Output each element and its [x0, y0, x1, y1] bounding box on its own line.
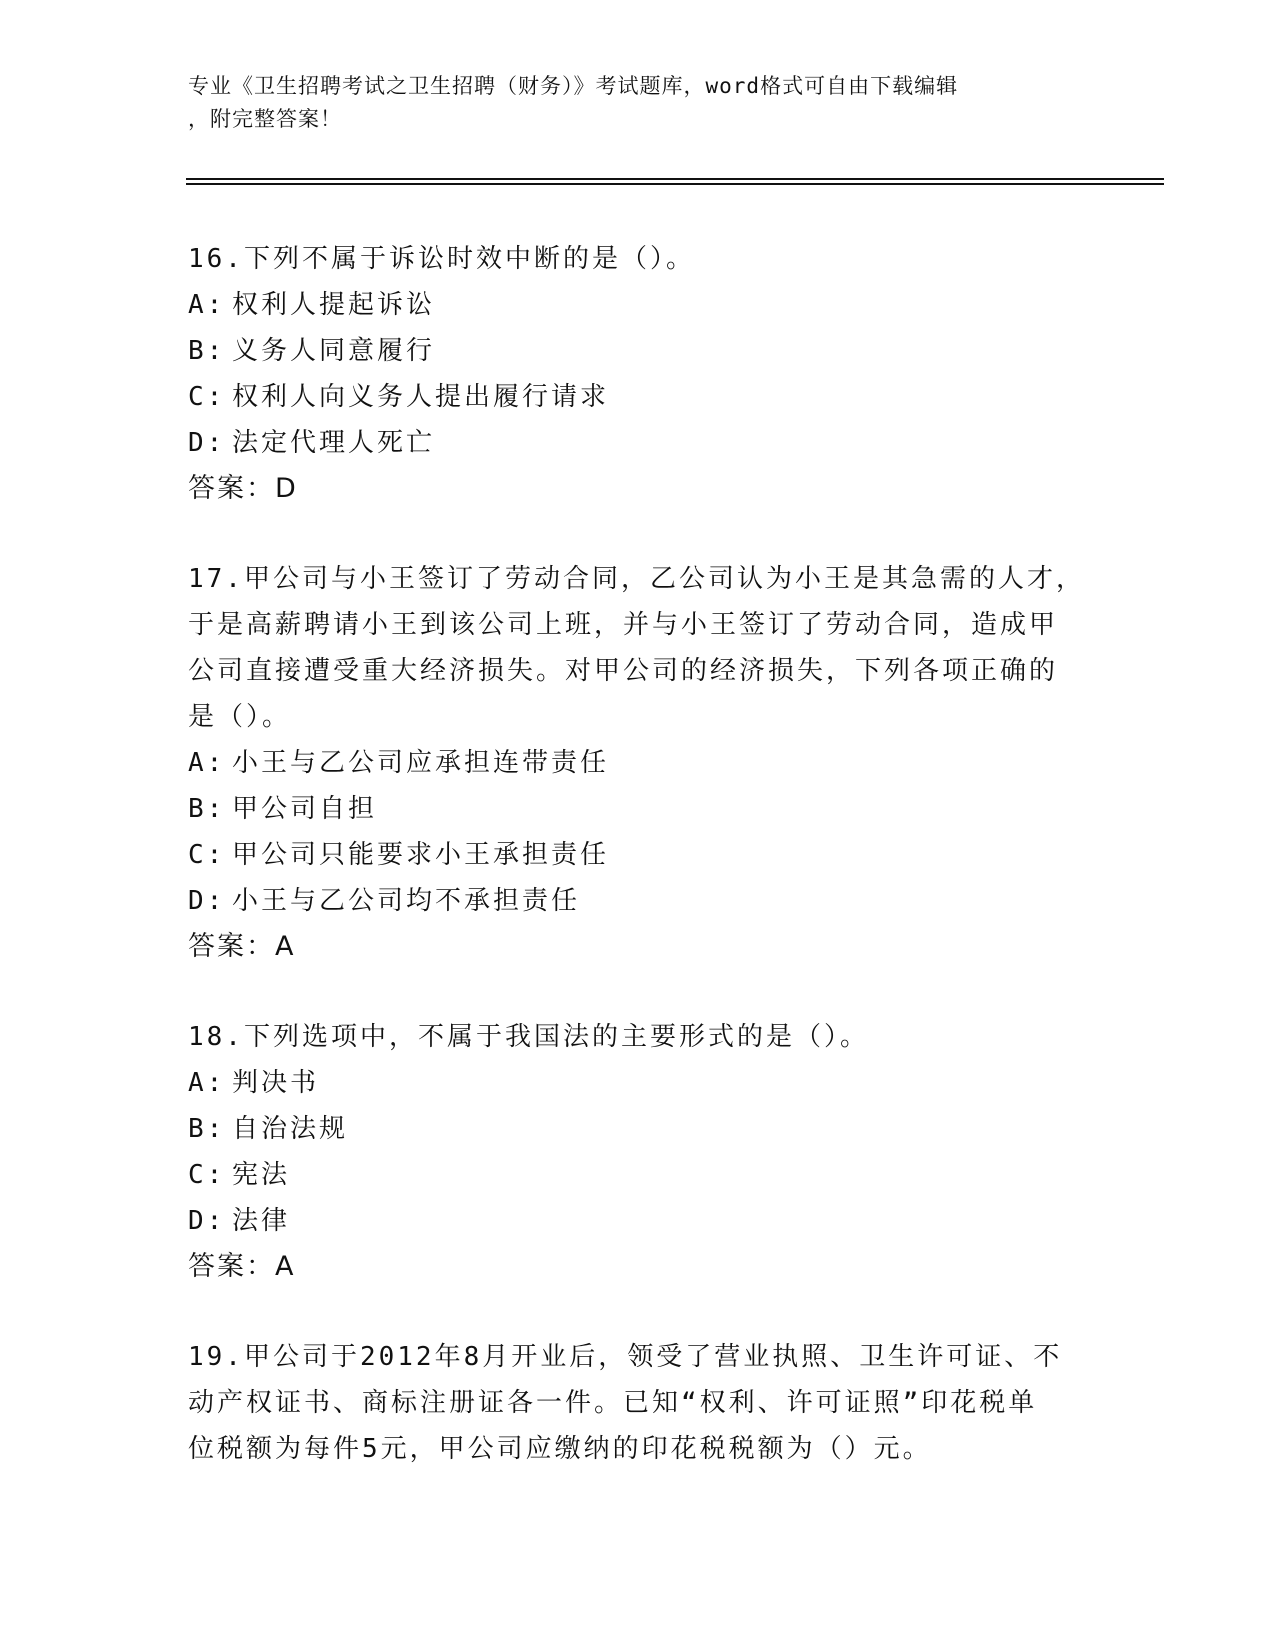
question-16 — [188, 236, 1088, 512]
option-text: 判决书 — [232, 1068, 320, 1098]
option-key: D: — [188, 886, 226, 916]
question-stem-line: 动产权证书、商标注册证各一件。已知“权利、许可证照”印花税单 — [188, 1388, 1038, 1418]
question-stem-line: 18.下列选项中，不属于我国法的主要形式的是（）。 — [188, 1022, 869, 1052]
option-key: B: — [188, 794, 226, 824]
header-line-1: 专业《卫生招聘考试之卫生招聘（财务）》考试题库，word格式可自由下载编辑 — [188, 74, 959, 98]
option-key: C: — [188, 840, 226, 870]
question-stem-line: 于是高薪聘请小王到该公司上班，并与小王签订了劳动合同，造成甲 — [188, 610, 1059, 640]
option-key: C: — [188, 1160, 226, 1190]
option-b — [188, 786, 1088, 832]
answer-line: 答案：A — [188, 931, 296, 962]
header-line-2: ，附完整答案！ — [188, 107, 342, 131]
header-divider-bottom — [186, 183, 1164, 185]
option-a — [188, 282, 1088, 328]
question-stem-line: 公司直接遭受重大经济损失。对甲公司的经济损失，下列各项正确的 — [188, 656, 1059, 686]
option-text: 义务人同意履行 — [232, 336, 436, 366]
question-stem-line: 16.下列不属于诉讼时效中断的是（）。 — [188, 244, 695, 274]
option-key: B: — [188, 336, 226, 366]
question-19 — [188, 1334, 1088, 1472]
option-text: 宪法 — [232, 1160, 291, 1190]
option-d — [188, 1198, 1088, 1244]
option-key: C: — [188, 382, 226, 412]
option-key: D: — [188, 1206, 226, 1236]
answer-line: 答案：A — [188, 1251, 296, 1282]
question-stem-line: 位税额为每件5元，甲公司应缴纳的印花税税额为（）元。 — [188, 1434, 932, 1464]
answer-line: 答案：D — [188, 473, 298, 504]
question-17 — [188, 556, 1088, 970]
option-a — [188, 740, 1088, 786]
header-divider-top — [186, 178, 1164, 180]
option-a — [188, 1060, 1088, 1106]
option-b — [188, 1106, 1088, 1152]
document-header — [188, 70, 1078, 136]
option-text: 法律 — [232, 1206, 291, 1236]
option-key: A: — [188, 1068, 226, 1098]
option-text: 自治法规 — [232, 1114, 349, 1144]
option-c — [188, 1152, 1088, 1198]
option-key: A: — [188, 290, 226, 320]
option-text: 小王与乙公司应承担连带责任 — [232, 748, 610, 778]
option-c — [188, 374, 1088, 420]
option-key: B: — [188, 1114, 226, 1144]
option-text: 法定代理人死亡 — [232, 428, 436, 458]
option-text: 小王与乙公司均不承担责任 — [232, 886, 581, 916]
option-text: 甲公司自担 — [232, 794, 378, 824]
option-d — [188, 420, 1088, 466]
question-stem-line: 是（）。 — [188, 702, 292, 732]
option-d — [188, 878, 1088, 924]
option-b — [188, 328, 1088, 374]
option-text: 权利人提起诉讼 — [232, 290, 436, 320]
option-key: A: — [188, 748, 226, 778]
option-text: 权利人向义务人提出履行请求 — [232, 382, 610, 412]
option-text: 甲公司只能要求小王承担责任 — [232, 840, 610, 870]
question-stem-line: 19.甲公司于2012年8月开业后，领受了营业执照、卫生许可证、不 — [188, 1342, 1063, 1372]
question-18 — [188, 1014, 1088, 1290]
question-stem-line: 17.甲公司与小王签订了劳动合同，乙公司认为小王是其急需的人才， — [188, 564, 1085, 594]
option-c — [188, 832, 1088, 878]
option-key: D: — [188, 428, 226, 458]
